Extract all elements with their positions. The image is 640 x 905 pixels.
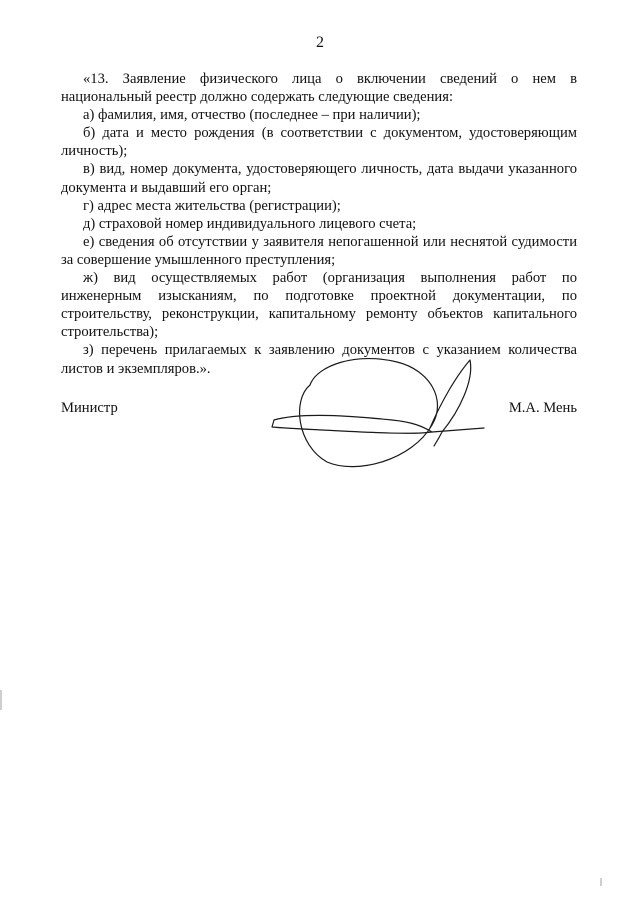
handwritten-signature xyxy=(262,340,492,475)
list-item-a: а) фамилия, имя, отчество (последнее – при наличии); xyxy=(83,107,421,124)
list-item-zh: ж) вид осуществляемых работ (организация выполнения работ по инженерным изысканиям, по подготовке проектной документации, по строительству, реконструкции, капитальному ремонту объектов капитального строительства); xyxy=(61,270,577,341)
signatory-name: М.А. Мень xyxy=(508,400,577,416)
signatory-position: Министр xyxy=(61,400,118,416)
list-item-e: е) сведения об отсутствии у заявителя непогашенной или неснятой судимости за совершение умышленного преступления; xyxy=(61,233,577,268)
document-body xyxy=(61,70,577,378)
page-number: 2 xyxy=(316,34,324,51)
list-item-v: в) вид, номер документа, удостоверяющего личность, дата выдачи указанного документа и выдавший его орган; xyxy=(61,161,577,196)
paragraph-intro: «13. Заявление физического лица о включении сведений о нем в национальный реестр должно содержать следующие сведения: xyxy=(61,71,577,106)
list-item-b: б) дата и место рождения (в соответствии с документом, удостоверяющим личность); xyxy=(61,125,577,160)
list-item-z: з) перечень прилагаемых к заявлению документов с указанием количества листов и экземпляров.». xyxy=(61,342,577,377)
list-item-g: г) адрес места жительства (регистрации); xyxy=(83,197,341,214)
list-item-d: д) страховой номер индивидуального лицевого счета; xyxy=(83,215,417,232)
page-edge-mark xyxy=(600,878,602,886)
page-edge-mark xyxy=(0,690,2,710)
